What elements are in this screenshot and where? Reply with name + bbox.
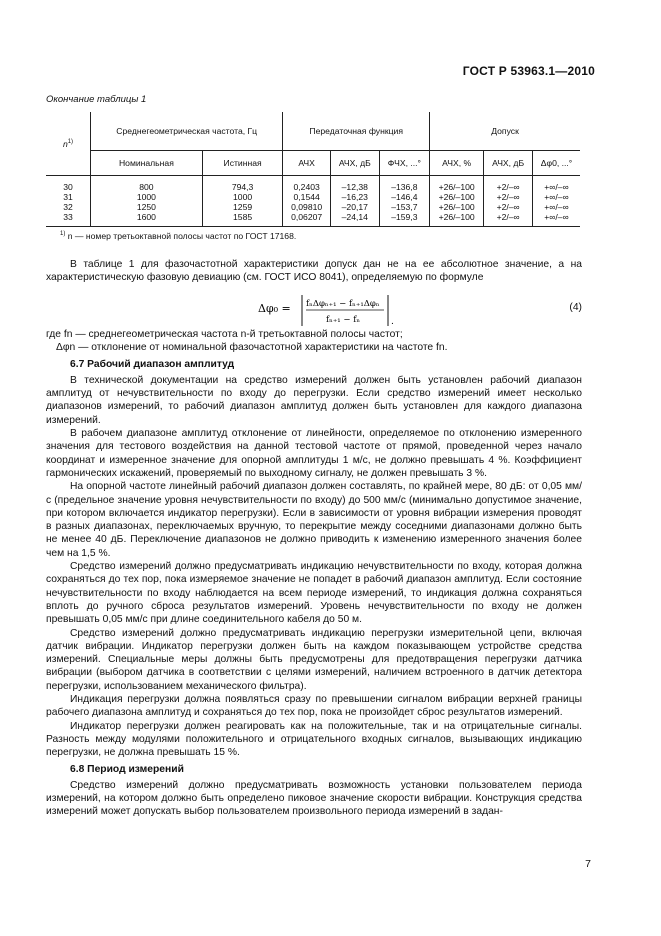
svg-text:Δφ₀ =: Δφ₀ =: [258, 302, 291, 315]
cell: +26/–100: [430, 192, 484, 202]
cell: 33: [63, 212, 73, 222]
cell: 1259: [202, 202, 283, 212]
table-row: [46, 192, 580, 202]
page-number: 7: [585, 858, 591, 870]
where-dphi: Δφn — отклонение от номинальной фазочастотной характеристики на частоте fn.: [56, 342, 448, 354]
cell: 1250: [91, 202, 203, 212]
cell: –12,38: [330, 176, 379, 193]
cell: 1000: [91, 192, 203, 202]
cell: +2/–∞: [484, 192, 533, 202]
cell: +∞/–∞: [532, 202, 580, 212]
cell: 0,09810: [283, 202, 331, 212]
where-fn: где fn — среднегеометрическая частота n-й третьоктавной полосы частот;: [46, 329, 403, 340]
svg-text:.: .: [391, 317, 394, 327]
paragraph: На опорной частоте линейный рабочий диапазон должен составлять, по крайней мере, 80 дБ: от 0,05 мм/с (предельное значение уровня нечувствительности по входу) до 500 мм/с (минимально допустимое значение, при котором включается индикатор перегрузки). Если в зависимости от уровня вибрации измерения проводят в разных диапазонах, переключаемых вручную, то перекрытие между соседними диапазонами должно быть не менее 40 дБ. Переключение диапазонов не должно приводить к изменению измеренного значения более чем на 1,5 %.: [46, 481, 582, 559]
formula-4: [46, 290, 582, 330]
cell: +26/–100: [430, 202, 484, 212]
cell: +26/–100: [430, 212, 484, 227]
paragraph: Средство измерений должно предусматривать возможность установки пользователем периода измерений, на котором должно быть определено пиковое значение скорости вибрации. Конструкция средства измерений может допускать выбор пользователем произвольного периода измерений в задан-: [46, 779, 582, 818]
cell: –16,23: [330, 192, 379, 202]
formula-number: (4): [569, 302, 582, 313]
data-table: [46, 112, 580, 245]
cell: 1600: [91, 212, 203, 227]
cell: 30: [63, 182, 73, 192]
col-header: АЧХ: [283, 151, 331, 176]
paragraph: Индикация перегрузки должна появляться сразу по превышении сигналом вибрации верхней границы рабочего диапазона амплитуд и сохраняться до тех пор, пока не произойдет сброс результатов измерений.: [46, 694, 582, 719]
table-footnote: $^{1)}$ n — номер третьоктавной полосы частот по ГОСТ 17168.: [46, 227, 580, 246]
col-header: АЧХ, %: [430, 151, 484, 176]
col-header: АЧХ, дБ: [484, 151, 533, 176]
table-caption: Окончание таблицы 1: [46, 94, 147, 105]
cell: 0,2403: [283, 176, 331, 193]
header-frequency-group: Среднегеометрическая частота, Гц: [91, 112, 283, 151]
cell: +2/–∞: [484, 212, 533, 227]
cell: +∞/–∞: [532, 176, 580, 193]
paragraph: Средство измерений должно предусматривать индикацию нечувствительности по входу, которая должна сохраняться до тех пор, пока измеряемое значение не попадет в рабочий диапазон амплитуд. Если состояние нечувствительности по входу наблюдается на всем периоде измерений, то индикация должна сохраняться вплоть до ручного сброса результатов измерений. Уровень нечувствительности по входу не должен превышать 0,05 мм/с при длине соединительного кабеля до 50 м.: [46, 561, 582, 626]
col-header: Номинальная: [91, 151, 203, 176]
cell: 0,1544: [283, 192, 331, 202]
svg-text:fₙ₊₁ − fₙ: fₙ₊₁ − fₙ: [326, 315, 361, 325]
paragraph: В технической документации на средство измерений должен быть установлен рабочий диапазон амплитуд от нечувствительности по входу до перегрузки. Если средство измерений имеет несколько диапазонов измерений, то рабочий диапазон амплитуд должен быть установлен для каждого диапазона измерений.: [46, 374, 582, 426]
cell: –136,8: [379, 176, 429, 193]
cell: –159,3: [379, 212, 429, 227]
section-6-8-title: 6.8 Период измерений: [70, 763, 184, 775]
col-header: Истинная: [202, 151, 283, 176]
cell: 31: [63, 192, 73, 202]
paragraph-table-note: В таблице 1 для фазочастотной характеристики допуск дан не на ее абсолютное значение, а на характеристическую фазовую девиацию (см. ГОСТ ИСО 8041), определяемую по формуле: [46, 259, 582, 284]
cell: 0,06207: [283, 212, 331, 227]
cell: –153,7: [379, 202, 429, 212]
col-header: ФЧХ, ...°: [379, 151, 429, 176]
cell: 794,3: [202, 176, 283, 193]
paragraph: Индикатор перегрузки должен реагировать как на положительные, так и на отрицательные сигналы. Разность между модулями положительного и отрицательного входных сигналов, вызывающих индикацию перегрузки, не должна превышать 15 %.: [46, 720, 582, 759]
cell: +2/–∞: [484, 202, 533, 212]
table-row: [46, 212, 580, 227]
section-6-7-title: 6.7 Рабочий диапазон амплитуд: [70, 358, 235, 370]
cell: –146,4: [379, 192, 429, 202]
formula-explanation: [46, 328, 582, 819]
cell: +∞/–∞: [532, 192, 580, 202]
header-transfer-group: Передаточная функция: [283, 112, 430, 151]
cell: 1000: [202, 192, 283, 202]
standard-header: ГОСТ Р 53963.1—2010: [462, 64, 595, 78]
header-tolerance-group: Допуск: [430, 112, 580, 151]
paragraph: Средство измерений должно предусматривать индикацию перегрузки измерительной цепи, включая датчик вибрации. Индикатор перегрузки должен быть на каждом показывающем устройстве средства измерений. Специальные меры должны быть предусмотрены для предотвращения перегрузки датчика вибрации (выбором датчика в соответствии с целями измерений, наличием встроенного в датчик детектора перегрузки, использованием механического фильтра).: [46, 627, 582, 692]
cell: 1585: [202, 212, 283, 227]
paragraph: В рабочем диапазоне амплитуд отклонение от линейности, определяемое по отклонению измеренного значения для тестового воздействия на данной тестовой частоте от прямой, проведенной через начало координат и измеренное значение для опорной амплитуды 1 м/с, не должно превышать 4 %. Коэффициент гармонических искажений, проверяемый по выходному сигналу, не должен превышать 3 %.: [46, 428, 582, 479]
cell: 32: [63, 202, 73, 212]
col-n-header: $n^{1)}$: [46, 112, 91, 176]
col-header: АЧХ, дБ: [330, 151, 379, 176]
formula-graphic: [246, 290, 586, 330]
table-row: [46, 176, 580, 193]
cell: –24,14: [330, 212, 379, 227]
cell: +2/–∞: [484, 176, 533, 193]
cell: 800: [91, 176, 203, 193]
cell: +∞/–∞: [532, 212, 580, 227]
cell: –20,17: [330, 202, 379, 212]
col-header: Δφ0, ...°: [532, 151, 580, 176]
cell: +26/–100: [430, 176, 484, 193]
table-row: [46, 202, 580, 212]
svg-text:fₙΔφₙ₊₁ − fₙ₊₁Δφₙ: fₙΔφₙ₊₁ − fₙ₊₁Δφₙ: [306, 299, 380, 309]
